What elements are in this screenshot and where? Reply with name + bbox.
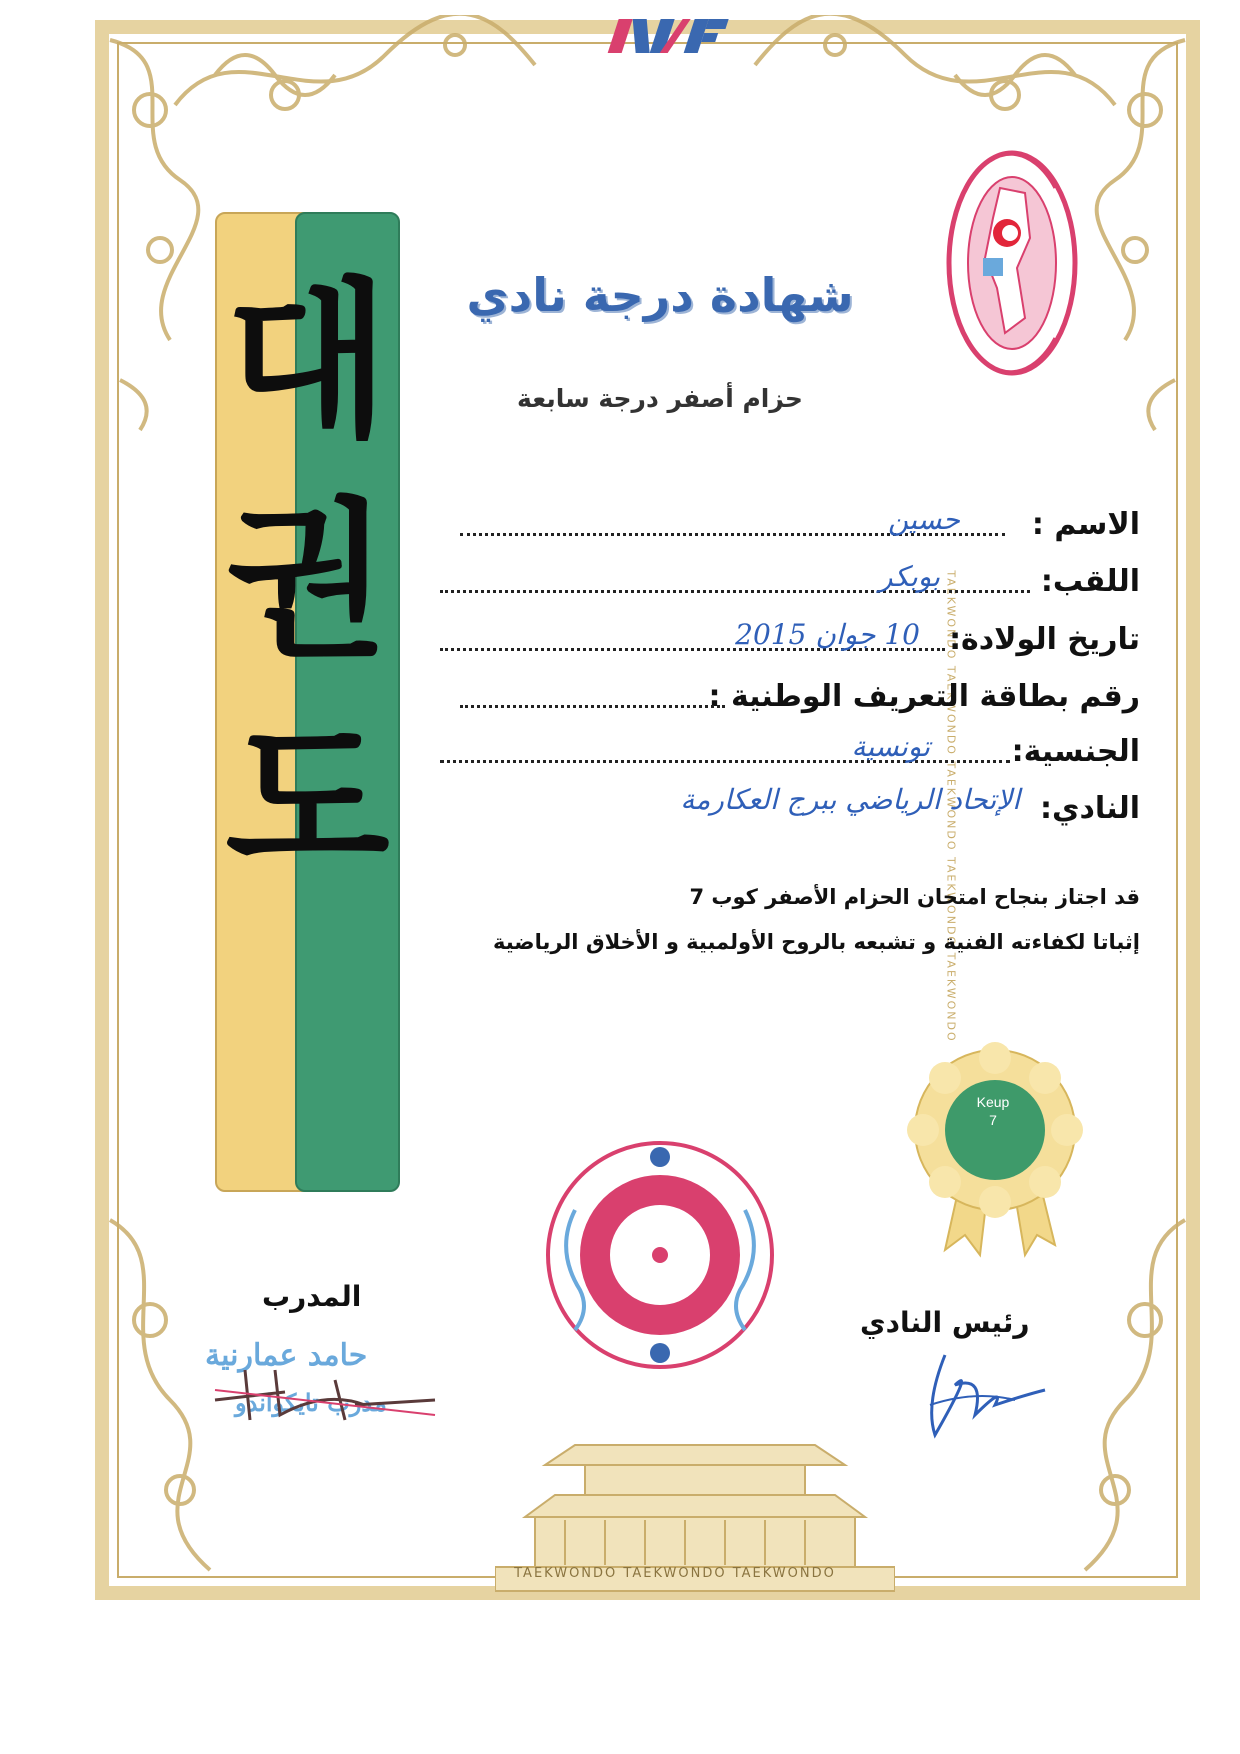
keup-number: 7 [989,1112,997,1128]
banner-glyph-dae: 대 [225,263,390,461]
exam-statement: قد اجتاز بنجاح امتحان الحزام الأصفر كوب 7 [689,885,1140,909]
right-corner-ornament [1085,20,1205,440]
field-club-value: الإتحاد الرياضي ببرج العكارمة [680,783,1020,816]
certificate-title: شهادة درجة نادي [466,268,854,322]
keup-rosette [905,1040,1085,1260]
field-surname-line [440,590,1030,593]
coach-stamp-name: حامد عمارنية [205,1338,368,1373]
field-surname-label: اللقب: [1040,564,1140,599]
banner-glyph-kwon: 권 [225,483,390,681]
field-national-id-label: رقم بطاقة التعريف الوطنية : [708,679,1140,714]
certificate-subtitle: حزام أصفر درجة سابعة [517,384,803,413]
banner-glyphs [215,252,400,912]
field-nationality [440,723,1140,769]
field-birthdate-value: 10 جوان 2015 [735,618,920,651]
field-surname-value: بوبكر [879,560,940,593]
field-birthdate-label: تاريخ الولادة: [949,622,1140,657]
banner-glyph-do: 도 [225,703,390,901]
midhilla-club-logo [545,1140,775,1370]
field-nationality-label: الجنسية: [1011,734,1140,769]
field-surname [440,553,1140,599]
left-corner-ornament [90,20,210,440]
field-national-id-line [460,705,725,708]
field-birthdate [440,611,1140,657]
federation-logo [945,148,1080,378]
field-name [460,496,1140,542]
field-name-label: الاسم : [1031,507,1140,542]
field-club [440,780,1140,826]
ntf-header-logo [600,15,730,57]
merit-statement: إثباتا لكفاءته الفنية و تشبعه بالروح الأولمبية و الأخلاق الرياضية [492,930,1140,954]
field-nationality-value: تونسية [851,730,930,763]
coach-label: المدرب [262,1280,362,1313]
president-label: رئيس النادي [860,1306,1030,1339]
bottom-frame-text: TAEKWONDO TAEKWONDO TAEKWONDO [514,1566,836,1581]
field-name-value: حسين [887,503,960,536]
field-club-label: النادي: [1040,791,1140,826]
coach-signature [205,1360,445,1440]
field-national-id [460,668,1140,714]
keup-label: Keup [976,1094,1010,1110]
coach-stamp-title: مدرب تايكواندو [235,1388,387,1417]
president-signature [915,1345,1055,1445]
keup-rosette-label [948,1093,1038,1129]
taekwondo-banner [215,212,400,1192]
right-frame-text: TAEKWONDO TAEKWONDO TAEKWONDO TAEKWONDO TAEKWONDO [944,570,958,1043]
